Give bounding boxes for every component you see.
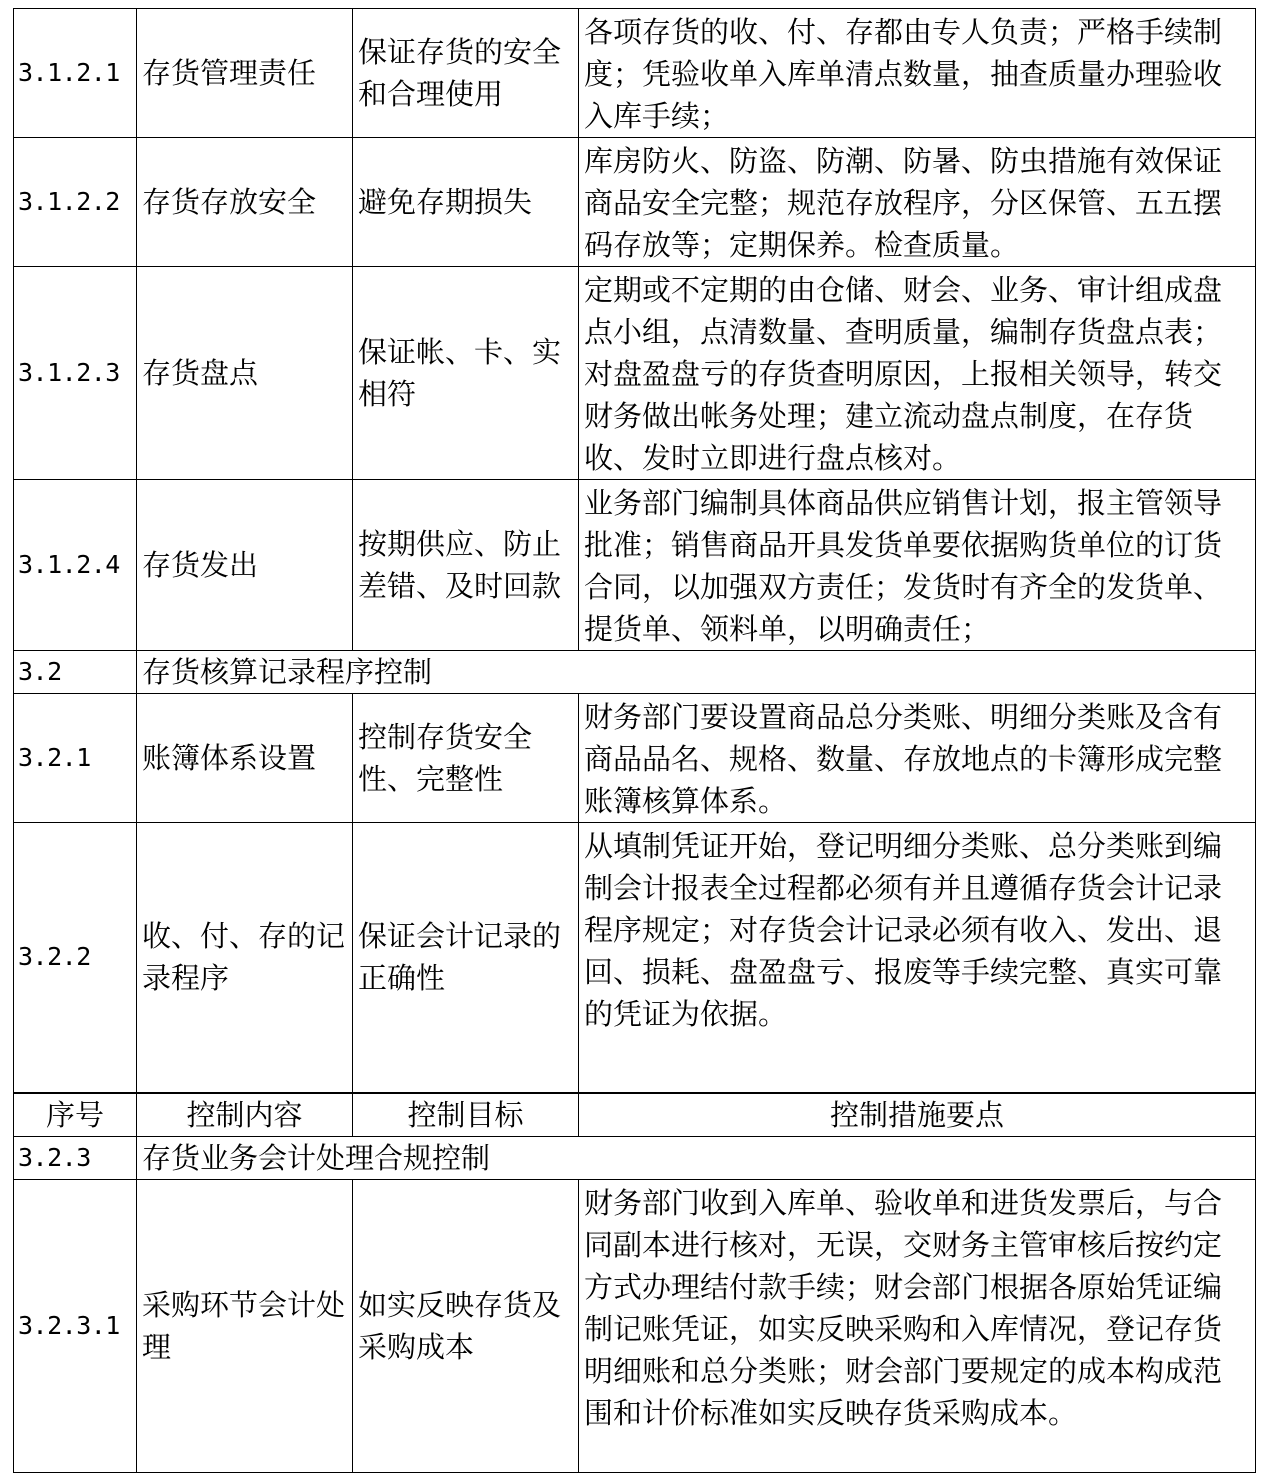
row-number: 3.1.2.1 bbox=[14, 9, 137, 138]
control-content: 账簿体系设置 bbox=[137, 694, 353, 823]
row-number: 3.2.3.1 bbox=[14, 1179, 137, 1472]
row-number: 3.1.2.2 bbox=[14, 138, 137, 267]
control-measure: 财务部门要设置商品总分类账、明细分类账及含有商品品名、规格、数量、存放地点的卡簿形成完整账簿核算体系。 bbox=[579, 694, 1256, 823]
control-goal: 保证会计记录的正确性 bbox=[353, 823, 579, 1093]
header-measure: 控制措施要点 bbox=[579, 1093, 1256, 1137]
control-content: 存货管理责任 bbox=[137, 9, 353, 138]
section-title: 存货业务会计处理合规控制 bbox=[137, 1136, 1256, 1179]
control-measure: 业务部门编制具体商品供应销售计划，报主管领导批准；销售商品开具发货单要依据购货单位的订货合同，以加强双方责任；发货时有齐全的发货单、提货单、领料单，以明确责任； bbox=[579, 480, 1256, 651]
row-number: 3.2.1 bbox=[14, 694, 137, 823]
section-title: 存货核算记录程序控制 bbox=[137, 651, 1256, 694]
row-number: 3.1.2.4 bbox=[14, 480, 137, 651]
control-goal: 按期供应、防止差错、及时回款 bbox=[353, 480, 579, 651]
section-row bbox=[14, 651, 1256, 694]
section-number: 3.2.3 bbox=[14, 1136, 137, 1179]
control-content: 存货盘点 bbox=[137, 267, 353, 480]
table-row bbox=[14, 138, 1256, 267]
control-content: 存货发出 bbox=[137, 480, 353, 651]
control-measure: 库房防火、防盗、防潮、防暑、防虫措施有效保证商品安全完整；规范存放程序，分区保管、五五摆码存放等；定期保养。检查质量。 bbox=[579, 138, 1256, 267]
header-content: 控制内容 bbox=[137, 1093, 353, 1137]
table-row bbox=[14, 267, 1256, 480]
control-measure: 从填制凭证开始，登记明细分类账、总分类账到编制会计报表全过程都必须有并且遵循存货会计记录程序规定；对存货会计记录必须有收入、发出、退回、损耗、盘盈盘亏、报废等手续完整、真实可靠的凭证为依据。 bbox=[579, 823, 1256, 1093]
table-row bbox=[14, 694, 1256, 823]
table-row bbox=[14, 9, 1256, 138]
control-goal: 如实反映存货及采购成本 bbox=[353, 1179, 579, 1472]
table-row bbox=[14, 1179, 1256, 1472]
control-goal: 控制存货安全性、完整性 bbox=[353, 694, 579, 823]
row-number: 3.2.2 bbox=[14, 823, 137, 1093]
table-row bbox=[14, 823, 1256, 1093]
control-measure: 定期或不定期的由仓储、财会、业务、审计组成盘点小组，点清数量、查明质量，编制存货盘点表；对盘盈盘亏的存货查明原因，上报相关领导，转交财务做出帐务处理；建立流动盘点制度，在存货收、发时立即进行盘点核对。 bbox=[579, 267, 1256, 480]
inventory-control-table bbox=[13, 8, 1256, 1473]
column-header-row bbox=[14, 1093, 1256, 1137]
section-number: 3.2 bbox=[14, 651, 137, 694]
control-goal: 避免存期损失 bbox=[353, 138, 579, 267]
row-number: 3.1.2.3 bbox=[14, 267, 137, 480]
control-content: 采购环节会计处理 bbox=[137, 1179, 353, 1472]
control-goal: 保证存货的安全和合理使用 bbox=[353, 9, 579, 138]
control-measure: 各项存货的收、付、存都由专人负责；严格手续制度；凭验收单入库单清点数量，抽查质量办理验收入库手续； bbox=[579, 9, 1256, 138]
control-measure: 财务部门收到入库单、验收单和进货发票后，与合同副本进行核对，无误，交财务主管审核后按约定方式办理结付款手续；财会部门根据各原始凭证编制记账凭证，如实反映采购和入库情况，登记存货明细账和总分类账；财会部门要规定的成本构成范围和计价标准如实反映存货采购成本。 bbox=[579, 1179, 1256, 1472]
header-number: 序号 bbox=[14, 1093, 137, 1137]
control-goal: 保证帐、卡、实相符 bbox=[353, 267, 579, 480]
control-content: 存货存放安全 bbox=[137, 138, 353, 267]
section-row bbox=[14, 1136, 1256, 1179]
header-goal: 控制目标 bbox=[353, 1093, 579, 1137]
control-content: 收、付、存的记录程序 bbox=[137, 823, 353, 1093]
table-row bbox=[14, 480, 1256, 651]
